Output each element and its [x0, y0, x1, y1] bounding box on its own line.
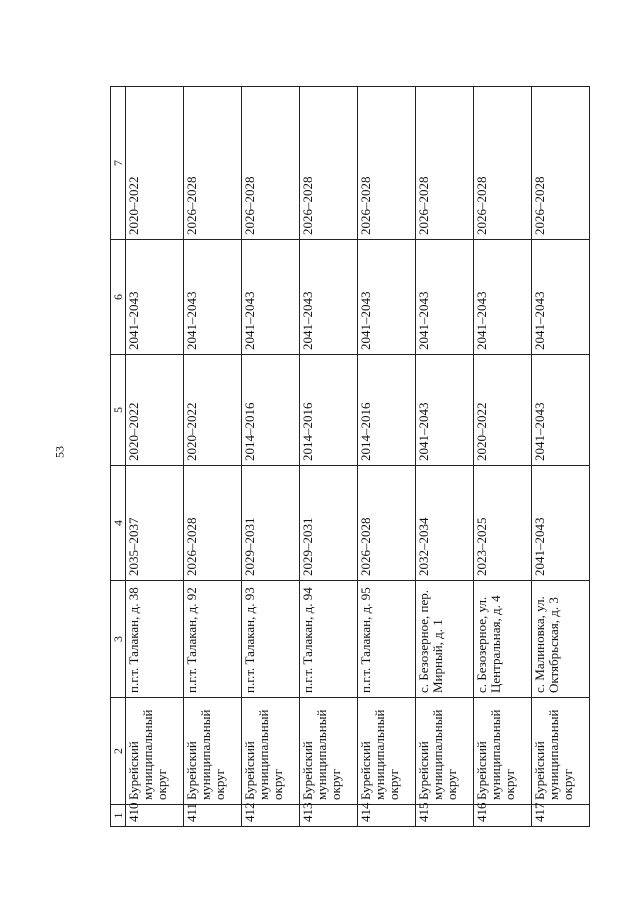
cell-address: п.г.т. Талакан, д. 94: [300, 581, 358, 698]
cell-number: 416: [474, 805, 532, 827]
cell-period: 2026–2028: [474, 87, 532, 240]
cell-number: 413: [300, 805, 358, 827]
cell-period: 2026–2028: [184, 466, 242, 581]
cell-period: 2041–2043: [474, 240, 532, 355]
cell-district: Бурейский муниципальный округ: [300, 698, 358, 805]
table-row: [126, 87, 184, 827]
cell-period: 2014–2016: [300, 355, 358, 466]
cell-number: 411: [184, 805, 242, 827]
cell-address: п.г.т. Талакан, д. 93: [242, 581, 300, 698]
cell-district: Бурейский муниципальный округ: [416, 698, 474, 805]
cell-period: 2020–2022: [126, 87, 184, 240]
table-header-row: [111, 87, 126, 827]
table-container: [110, 87, 590, 827]
cell-district: Бурейский муниципальный округ: [242, 698, 300, 805]
column-header: 1: [111, 805, 126, 827]
cell-period: 2020–2022: [474, 355, 532, 466]
cell-address: п.г.т. Талакан, д. 38: [126, 581, 184, 698]
cell-period: 2020–2022: [126, 355, 184, 466]
cell-number: 417: [532, 805, 590, 827]
cell-period: 2026–2028: [184, 87, 242, 240]
cell-period: 2029–2031: [242, 466, 300, 581]
rotated-table-frame: [110, 87, 590, 827]
cell-period: 2041–2043: [358, 240, 416, 355]
cell-period: 2035–2037: [126, 466, 184, 581]
cell-period: 2041–2043: [416, 355, 474, 466]
cell-period: 2020–2022: [184, 355, 242, 466]
cell-period: 2026–2028: [532, 87, 590, 240]
cell-district: Бурейский муниципальный округ: [126, 698, 184, 805]
table-row: [242, 87, 300, 827]
cell-district: Бурейский муниципальный округ: [532, 698, 590, 805]
cell-address: с. Безозерное, пер. Мирный, д. 1: [416, 581, 474, 698]
data-table: [110, 86, 590, 827]
cell-period: 2026–2028: [358, 466, 416, 581]
cell-period: 2041–2043: [416, 240, 474, 355]
column-header: 7: [111, 87, 126, 240]
table-row: [184, 87, 242, 827]
cell-period: 2041–2043: [532, 355, 590, 466]
cell-period: 2041–2043: [300, 240, 358, 355]
cell-address: п.г.т. Талакан, д. 92: [184, 581, 242, 698]
cell-period: 2014–2016: [358, 355, 416, 466]
cell-district: Бурейский муниципальный округ: [184, 698, 242, 805]
cell-period: 2026–2028: [416, 87, 474, 240]
cell-number: 412: [242, 805, 300, 827]
cell-period: 2041–2043: [184, 240, 242, 355]
table-row: [532, 87, 590, 827]
cell-period: 2041–2043: [126, 240, 184, 355]
table-row: [358, 87, 416, 827]
table-row: [300, 87, 358, 827]
cell-number: 410: [126, 805, 184, 827]
cell-address: с. Малиновка, ул. Октябрьская, д. 3: [532, 581, 590, 698]
page-number: 53: [52, 446, 67, 458]
column-header: 5: [111, 355, 126, 466]
cell-period: 2023–2025: [474, 466, 532, 581]
cell-period: 2041–2043: [242, 240, 300, 355]
cell-period: 2032–2034: [416, 466, 474, 581]
cell-period: 2026–2028: [242, 87, 300, 240]
cell-number: 414: [358, 805, 416, 827]
cell-period: 2026–2028: [300, 87, 358, 240]
cell-number: 415: [416, 805, 474, 827]
cell-address: п.г.т. Талакан, д. 95: [358, 581, 416, 698]
table-row: [416, 87, 474, 827]
cell-period: 2041–2043: [532, 466, 590, 581]
column-header: 6: [111, 240, 126, 355]
cell-district: Бурейский муниципальный округ: [358, 698, 416, 805]
cell-period: 2041–2043: [532, 240, 590, 355]
cell-address: с. Безозерное, ул. Центральная, д. 4: [474, 581, 532, 698]
column-header: 3: [111, 581, 126, 698]
cell-period: 2026–2028: [358, 87, 416, 240]
column-header: 4: [111, 466, 126, 581]
cell-period: 2014–2016: [242, 355, 300, 466]
cell-period: 2029–2031: [300, 466, 358, 581]
table-row: [474, 87, 532, 827]
column-header: 2: [111, 698, 126, 805]
cell-district: Бурейский муниципальный округ: [474, 698, 532, 805]
